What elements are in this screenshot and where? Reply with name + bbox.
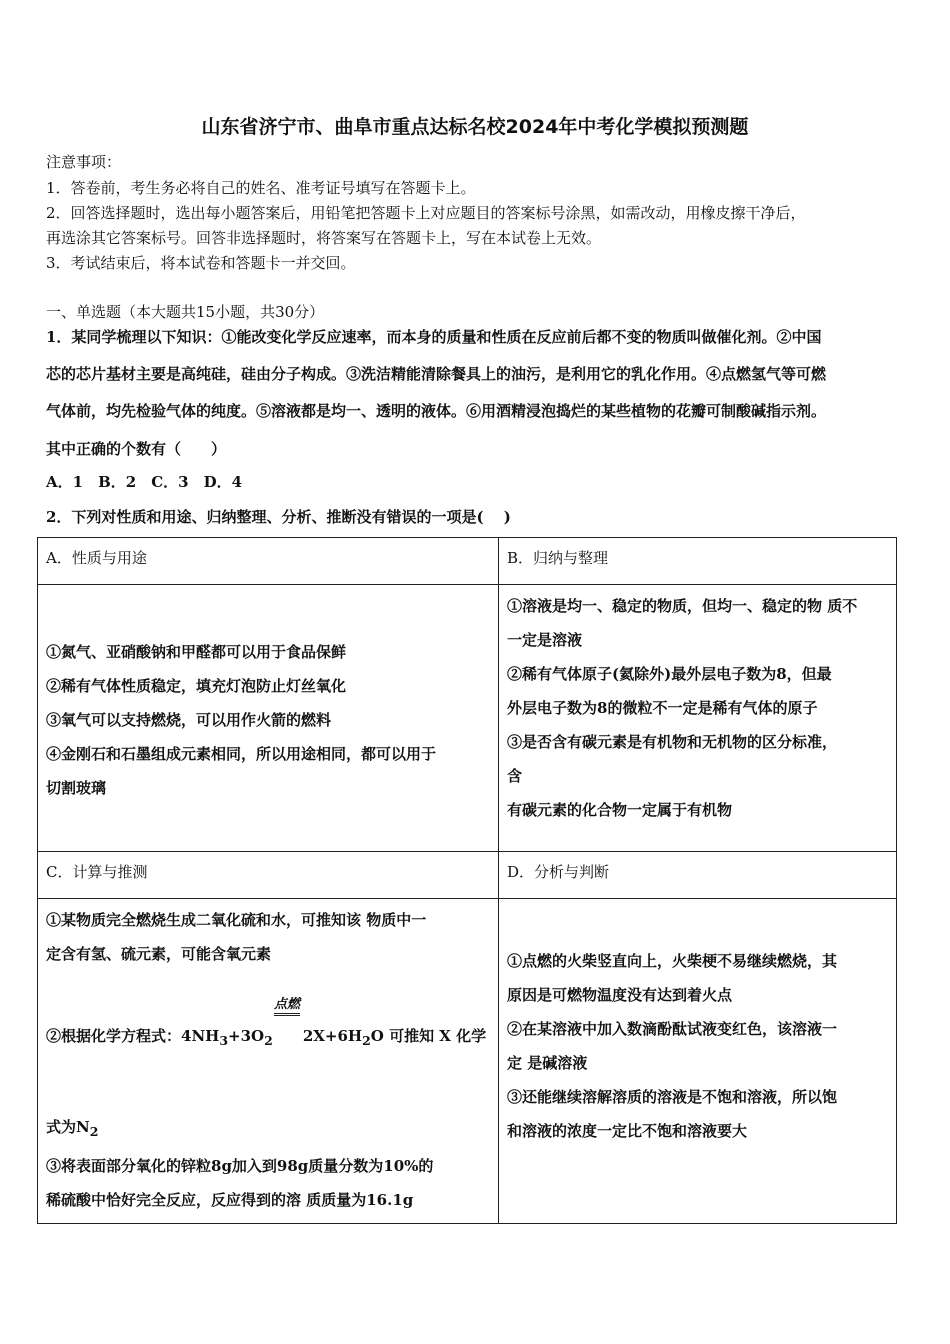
- d-item: 原因是可燃物温度没有达到着火点: [507, 986, 733, 1004]
- b-item: 有碳元素的化合物一定属于有机物: [507, 801, 733, 819]
- q2-stem: 2．下列对性质和用途、归纳整理、分析、推断没有错误的一项是( ): [46, 508, 511, 526]
- cell-b-body: [499, 585, 897, 852]
- b-item: 外层电子数为8的微粒不一定是稀有气体的原子: [507, 699, 818, 717]
- note-item: 3．考试结束后，将本试卷和答题卡一并交回。: [46, 254, 356, 272]
- a-item: ③氧气可以支持燃烧，可以用作火箭的燃料: [46, 711, 332, 729]
- q1-line: 其中正确的个数有（ ）: [46, 440, 227, 458]
- b-item: ③是否含有碳元素是有机物和无机物的区分标准，: [507, 733, 838, 751]
- d-item: ②在某溶液中加入数滴酚酞试液变红色，该溶液一: [507, 1020, 838, 1038]
- page-title: 山东省济宁市、曲阜市重点达标名校2024年中考化学模拟预测题: [201, 116, 749, 138]
- d-item: ③还能继续溶解溶质的溶液是不饱和溶液，所以饱: [507, 1088, 838, 1106]
- q1-line: 芯的芯片基材主要是高纯硅，硅由分子构成。③洗洁精能清除餐具上的油污，是利用它的乳化作用。④点燃氢气等可燃: [46, 365, 827, 383]
- note-item: 2．回答选择题时，选出每小题答案后，用铅笔把答题卡上对应题目的答案标号涂黑，如需改动，用橡皮擦干净后，: [46, 204, 806, 222]
- cell-b-head: B．归纳与整理: [499, 538, 897, 585]
- c-item: ③将表面部分氧化的锌粒8g加入到98g质量分数为10%的: [46, 1157, 434, 1175]
- section-heading: 一、单选题（本大题共15小题，共30分）: [46, 303, 325, 321]
- b-item: ②稀有气体原子(氦除外)最外层电子数为8，但最: [507, 665, 832, 683]
- c-item: 式为$N_2$: [46, 1118, 99, 1139]
- q1-line: 1．某同学梳理以下知识：①能改变化学反应速率，而本身的质量和性质在反应前后都不变的物质叫做催化剂。②中国: [46, 328, 822, 346]
- d-item: ①点燃的火柴竖直向上，火柴梗不易继续燃烧，其: [507, 952, 838, 970]
- cell-c-head: C．计算与推测: [38, 852, 499, 899]
- b-item: 含: [507, 767, 523, 785]
- reaction-condition: 点燃: [274, 997, 300, 1016]
- cell-d-body: [499, 899, 897, 1224]
- d-item: 和溶液的浓度一定比不饱和溶液要大: [507, 1122, 748, 1140]
- note-item: 1．答卷前，考生务必将自己的姓名、准考证号填写在答题卡上。: [46, 179, 476, 197]
- d-item: 定 是碱溶液: [507, 1054, 588, 1072]
- a-item: ②稀有气体性质稳定，填充灯泡防止灯丝氧化: [46, 677, 347, 695]
- a-item: 切割玻璃: [46, 779, 107, 797]
- b-item: ①溶液是均一、稳定的物质，但均一、稳定的物 质不: [507, 597, 858, 615]
- cell-a-body: [38, 585, 499, 852]
- c-item: 稀硫酸中恰好完全反应，反应得到的溶 质质量为16.1g: [46, 1191, 414, 1209]
- cell-d-head: D．分析与判断: [499, 852, 897, 899]
- notes-heading: 注意事项：: [46, 153, 122, 171]
- q1-line: 气体前，均先检验气体的纯度。⑤溶液都是均一、透明的液体。⑥用酒精浸泡捣烂的某些植物的花瓣可制酸碱指示剂。: [46, 402, 827, 420]
- cell-a-head: A．性质与用途: [38, 538, 499, 585]
- note-item: 再选涂其它答案标号。回答非选择题时，将答案写在答题卡上，写在本试卷上无效。: [46, 229, 602, 247]
- q1-options: A．1 B．2 C．3 D．4: [46, 473, 243, 491]
- c-item: ①某物质完全燃烧生成二氧化硫和水，可推知该 物质中一: [46, 911, 427, 929]
- c-item: 定含有氢、硫元素，可能含氧元素: [46, 945, 272, 963]
- b-item: 一定是溶液: [507, 631, 583, 649]
- a-item: ④金刚石和石墨组成元素相同，所以用途相同，都可以用于: [46, 745, 437, 763]
- q2-table: [37, 537, 897, 1224]
- c-equation: 点燃 ②根据化学方程式：$4NH_3+3O_2$ $2X+6H_2O$ 可推知 X 化学: [46, 997, 487, 1048]
- a-item: ①氮气、亚硝酸钠和甲醛都可以用于食品保鲜: [46, 643, 347, 661]
- cell-c-body: [38, 899, 499, 1224]
